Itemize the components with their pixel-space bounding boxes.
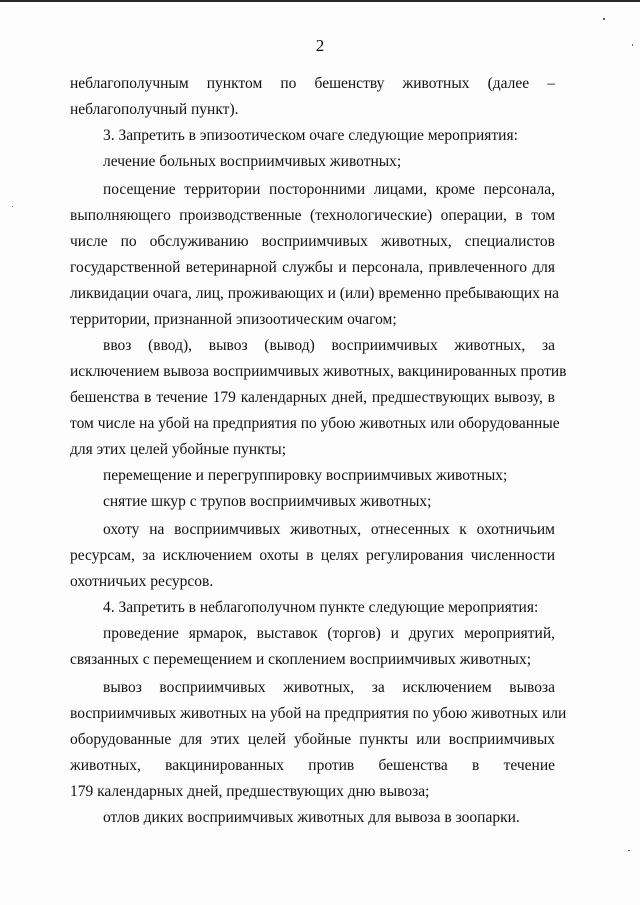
text-line: перемещение и перегруппировку восприимчивых животных; [103,467,508,484]
text-line: выполняющего производственные (технологические) операции, в том [70,207,555,224]
text-line: 4. Запретить в неблагополучном пункте следующие мероприятия: [103,599,539,616]
text-line: неблагополучным пунктом по бешенству животных (далее – [70,75,555,92]
text-line: ликвидации очага, лиц, проживающих и (или) временно пребывающих на [70,285,559,302]
text-line: посещение территории посторонними лицами, кроме персонала, [103,181,555,198]
text-line: проведение ярмарок, выставок (торгов) и других мероприятий, [103,625,555,642]
text-line: ресурсам, за исключением охоты в целях регулирования численности [70,547,555,564]
page-number: 2 [315,36,325,55]
text-line: для этих целей убойные пункты; [70,441,287,458]
text-line: вывоз восприимчивых животных, за исключением вывоза [103,679,555,696]
text-line: 179 календарных дней, предшествующих дню вывоза; [70,783,430,800]
text-line: 3. Запретить в эпизоотическом очаге следующие мероприятия: [103,127,518,144]
text-line: ввоз (ввод), вывоз (вывод) восприимчивых животных, за [103,337,555,354]
text-line: восприимчивых животных на убой на предприятия по убою животных или [70,705,567,722]
text-line: охотничьих ресурсов. [70,573,214,590]
text-line: животных, вакцинированных против бешенства в течение [70,757,555,774]
text-line: неблагополучный пункт). [70,101,239,118]
text-line: числе по обслуживанию восприимчивых животных, специалистов [70,233,555,250]
text-line: охоту на восприимчивых животных, отнесенных к охотничьим [103,521,555,538]
text-line: территории, признанной эпизоотическим очагом; [70,311,397,328]
text-line: бешенства в течение 179 календарных дней, предшествующих вывозу, в [70,389,555,406]
text-line: снятие шкур с трупов восприимчивых животных; [103,493,432,510]
text-line: том числе на убой на предприятия по убою животных или оборудованные [70,415,560,432]
text-line: оборудованные для этих целей убойные пункты или восприимчивых [70,731,555,748]
text-line: исключением вывоза восприимчивых животных, вакцинированных против [70,363,567,380]
text-line: связанных с перемещением и скоплением восприимчивых животных; [70,651,531,668]
text-line: государственной ветеринарной службы и персонала, привлеченного для [70,259,555,276]
text-line: отлов диких восприимчивых животных для вывоза в зоопарки. [103,809,520,826]
top-edge-rule [0,0,640,2]
text-line: лечение больных восприимчивых животных; [103,153,402,170]
